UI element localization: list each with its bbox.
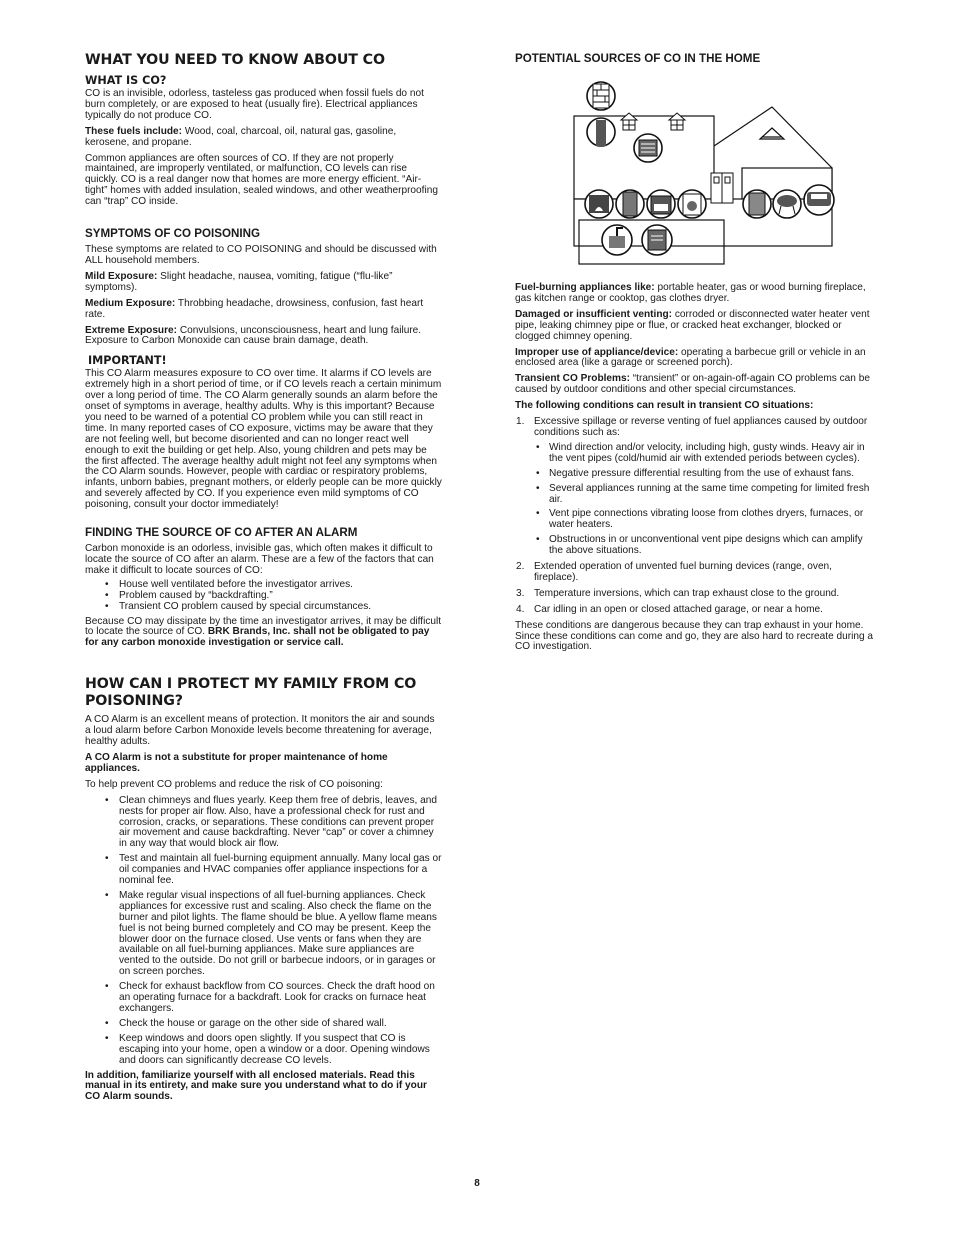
dryer-icon bbox=[678, 190, 706, 218]
item-text: Extended operation of unvented fuel burning devices (range, oven, fireplace). bbox=[534, 561, 832, 583]
numbered-item bbox=[515, 589, 875, 600]
front-door-icon bbox=[711, 173, 733, 203]
fireplace-icon bbox=[585, 190, 613, 218]
protect-closing: In addition, familiarize yourself with all enclosed materials. Read this manual in its entirety, and make sure you understand what to do if your CO Alarm sounds. bbox=[85, 1069, 427, 1103]
list-item: • Transient CO problem caused by special circumstances. bbox=[85, 602, 442, 613]
protect-not-substitute: A CO Alarm is not a substitute for proper maintenance of home appliances. bbox=[85, 751, 388, 774]
barbecue-grill-icon bbox=[773, 190, 801, 218]
chimney-icon bbox=[587, 82, 615, 110]
list-item: • Test and maintain all fuel-burning equipment annually. Many local gas or oil companies and HVAC companies offer appliance inspections for a nominal fee. bbox=[85, 854, 442, 887]
main-title: WHAT YOU NEED TO KNOW ABOUT CO bbox=[85, 52, 385, 68]
fuels-text: These fuels include: Wood, coal, charcoal, oil, natural gas, gasoline, kerosene, and propane. bbox=[85, 125, 397, 148]
list-item: • Clean chimneys and flues yearly. Keep them free of debris, leaves, and nests for proper air flow. Also, have a professional check for rust and corrosion, cracks, or separations. These conditions can prevent proper air movement and cause backdrafting. Never “cap” or cover a chimney in any way that would block air flow. bbox=[85, 796, 442, 851]
damaged-venting-text: Damaged or insufficient venting: corroded or disconnected water heater vent pipe, leaking chimney pipe or flue, or cracked heat exchanger, blocked or clogged chimney opening. bbox=[515, 308, 870, 342]
house-illustration bbox=[517, 80, 857, 265]
flue-pipe-icon bbox=[587, 118, 615, 146]
protect-lead: To help prevent CO problems and reduce the risk of CO poisoning: bbox=[85, 778, 383, 790]
protect-tips-list bbox=[85, 796, 442, 1067]
numbered-item bbox=[515, 562, 875, 584]
conditions-closing: These conditions are dangerous because they can trap exhaust in your home. Since these conditions can come and go, they are also hard to recreate during a CO investigation. bbox=[515, 619, 873, 653]
transient-text: Transient CO Problems: “transient” or on-again-off-again CO problems can be caused by outdoor conditions and other special circumstances. bbox=[515, 373, 870, 396]
conditions-heading: The following conditions can result in transient CO situations: bbox=[515, 400, 814, 412]
list-item: • Keep windows and doors open slightly. If you suspect that CO is escaping into your home, open a window or a door. Opening windows and doors can significantly decrease CO levels. bbox=[85, 1034, 442, 1067]
furnace-icon bbox=[743, 190, 771, 218]
water-heater-icon bbox=[616, 190, 644, 218]
improper-use-text: Improper use of appliance/device: operating a barbecue grill or vehicle in an enclosed area (like a garage or screened porch). bbox=[515, 346, 866, 369]
list-item: • Vent pipe connections vibrating loose from clothes dryers, furnaces, or water heaters. bbox=[534, 509, 875, 531]
fuel-burning-text: Fuel-burning appliances like: portable heater, gas or wood burning fireplace, gas kitchen range or cooktop, gas clothes dryer. bbox=[515, 282, 866, 304]
list-item: • Check the house or garage on the other side of shared wall. bbox=[85, 1019, 442, 1030]
list-item: • Obstructions in or unconventional vent pipe designs which can amplify the above situations. bbox=[534, 535, 875, 557]
list-item: • Negative pressure differential resulting from the use of exhaust fans. bbox=[534, 469, 875, 480]
item-number: 1. bbox=[516, 416, 525, 428]
left-column bbox=[85, 52, 442, 1108]
finding-intro: Carbon monoxide is an odorless, invisible gas, which often makes it difficult to locate the source of CO after an alarm. These are a few of the factors that can make it difficult to locate sources of CO: bbox=[85, 543, 434, 576]
mild-exposure: Mild Exposure: Slight headache, nausea, vomiting, fatigue (“flu-like” symptoms). bbox=[85, 270, 393, 293]
finding-source-heading: FINDING THE SOURCE OF CO AFTER AN ALARM bbox=[85, 526, 358, 540]
range-oven-icon bbox=[647, 190, 675, 218]
what-is-co-text: CO is an invisible, odorless, tasteless gas produced when fossil fuels do not burn completely, or are exposed to heat (usually fire). Electrical appliances typically do not produce CO. bbox=[85, 88, 424, 121]
item-number: 2. bbox=[516, 561, 525, 573]
symptoms-intro: These symptoms are related to CO POISONING and should be discussed with ALL household members. bbox=[85, 244, 437, 266]
page-number: 8 bbox=[474, 1178, 480, 1189]
numbered-item bbox=[515, 417, 875, 557]
item-number: 4. bbox=[516, 603, 525, 615]
item-text: Temperature inversions, which can trap exhaust close to the ground. bbox=[534, 587, 840, 599]
list-item: • Wind direction and/or velocity, including high, gusty winds. Heavy air in the vent pipes (cold/humid air with extended periods between cycles). bbox=[534, 443, 875, 465]
symptoms-heading: SYMPTOMS OF CO POISONING bbox=[85, 227, 260, 241]
basement-furnace-icon bbox=[642, 225, 672, 255]
list-item: • Several appliances running at the same time competing for limited fresh air. bbox=[534, 484, 875, 506]
medium-exposure: Medium Exposure: Throbbing headache, drowsiness, confusion, fast heart rate. bbox=[85, 297, 424, 320]
basement-heater-icon bbox=[602, 225, 632, 255]
item-number: 3. bbox=[516, 587, 525, 599]
sources-heading: POTENTIAL SOURCES OF CO IN THE HOME bbox=[515, 52, 761, 65]
list-item: • Problem caused by “backdrafting.” bbox=[85, 591, 442, 602]
item-text: Excessive spillage or reverse venting of fuel appliances caused by outdoor conditions such as: bbox=[534, 416, 868, 438]
item-text: Car idling in an open or closed attached garage, or near a home. bbox=[534, 603, 823, 615]
finding-outro: Because CO may dissipate by the time an investigator arrives, it may be difficult to locate the source of CO. BRK Brands, Inc. shall not be obligated to pay for any carbon monoxide investigation or service call. bbox=[85, 615, 442, 649]
portable-heater-icon bbox=[634, 134, 662, 162]
protect-title: HOW CAN I PROTECT MY FAMILY FROM CO POISONING? bbox=[85, 676, 417, 710]
conditions-list bbox=[515, 417, 875, 616]
list-item: • Check for exhaust backflow from CO sources. Check the draft hood on an operating furnace for a backdraft. Look for cracks on furnace heat exchangers. bbox=[85, 982, 442, 1015]
important-heading: IMPORTANT! bbox=[88, 354, 167, 368]
extreme-exposure: Extreme Exposure: Convulsions, unconsciousness, heart and lung failure. Exposure to Carbon Monoxide can cause brain damage, death. bbox=[85, 324, 422, 347]
sub-list bbox=[534, 443, 875, 557]
list-item: • Make regular visual inspections of all fuel-burning appliances. Check appliances for excessive rust and scaling. Also check the flame on the burner and pilot lights. The flame should be blue. A yellow flame means fuel is not being burned completely and CO may be present. Keep the blower door on the furnace closed. Use vents or fans when they are available on all fuel-burning appliances. Make sure appliances are vented to the outside. Do not grill or barbecue indoors, or in garages or on screen porches. bbox=[85, 891, 442, 978]
protect-intro: A CO Alarm is an excellent means of protection. It monitors the air and sounds a loud alarm before Carbon Monoxide levels become threatening for average, healthy adults. bbox=[85, 714, 435, 748]
numbered-item bbox=[515, 605, 875, 616]
appliances-text: Common appliances are often sources of CO. If they are not properly maintained, are improperly ventilated, or malfunction, CO levels can rise quickly. CO is a real danger now that homes are more energy efficient. “Air-tight” homes with added insulation, sealed windows, and other weatherproofing can “trap” CO inside. bbox=[85, 152, 438, 208]
car-icon bbox=[804, 185, 834, 215]
right-column bbox=[515, 52, 875, 658]
what-is-co-heading: WHAT IS CO? bbox=[85, 74, 167, 87]
important-text: This CO Alarm measures exposure to CO over time. It alarms if CO levels are extremely high in a short period of time, or if CO levels reach a certain minimum over a long period of time. The CO Alarm generally sounds an alarm before the onset of symptoms in average, healthy adults. Why is this important? Because you need to be warned of a potential CO problem while you can still react in time. In many reported cases of CO exposure, victims may be aware that they are not feeling well, but become disoriented and can no longer react well enough to exit the building or get help. Also, young children and pets may be the first affected. The average healthy adult might not feel any symptoms when the CO Alarm sounds. However, people with cardiac or respiratory problems, infants, unborn babies, pregnant mothers, or elderly people can be more quickly and severely affected by CO. If you experience even mild symptoms of CO poisoning, consult your doctor immediately! bbox=[85, 368, 442, 511]
list-item: • House well ventilated before the investigator arrives. bbox=[85, 580, 442, 591]
finding-factors-list bbox=[85, 580, 442, 613]
